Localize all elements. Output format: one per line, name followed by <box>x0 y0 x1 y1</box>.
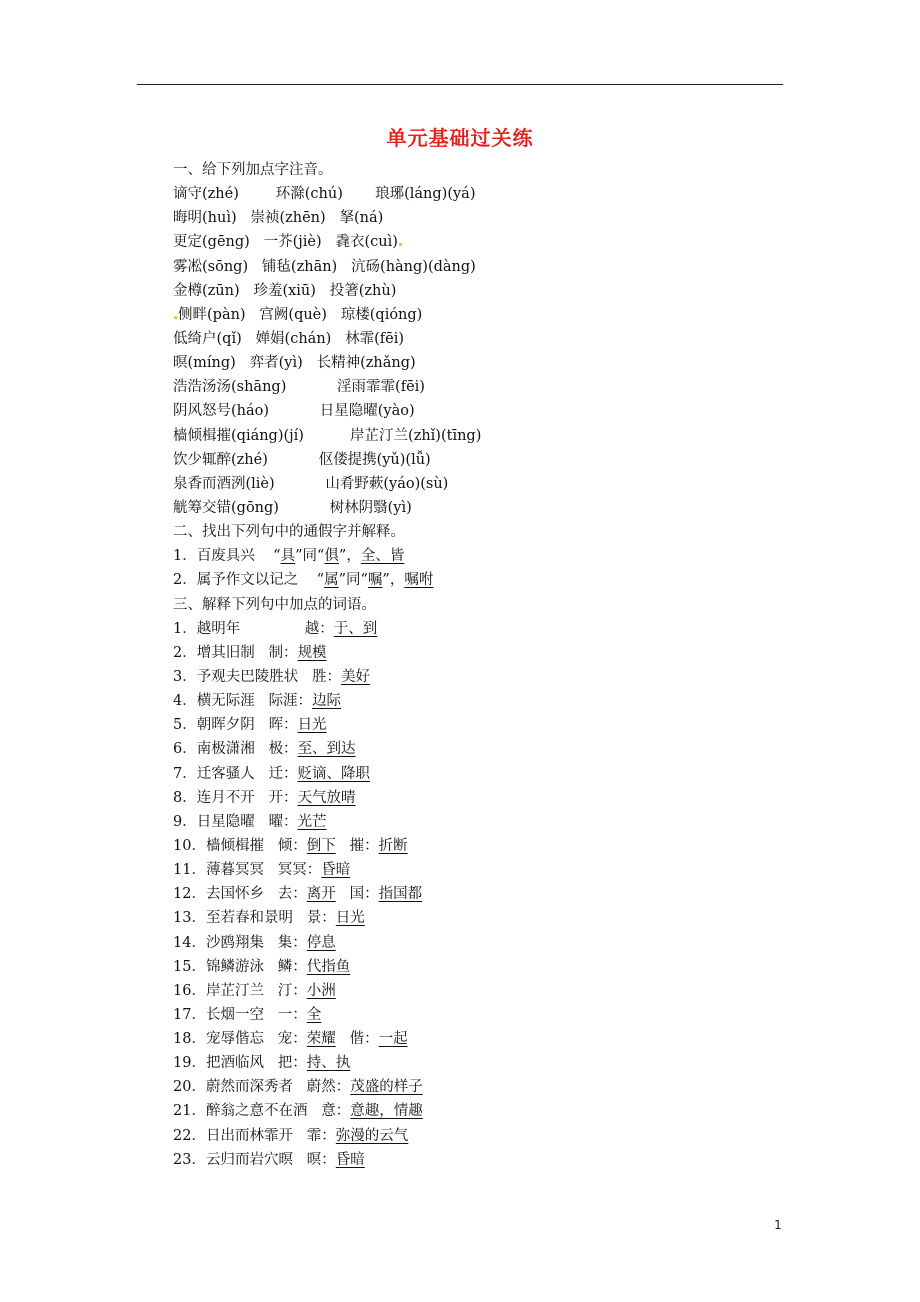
item-phrase: 日出而林霏开 <box>205 1127 293 1144</box>
section1-list <box>173 182 793 520</box>
pinyin-line: 雾凇(sōng) 铺毡(zhān) 沆砀(hàng)(dàng) <box>173 258 476 275</box>
item-number: 14． <box>173 934 206 951</box>
answer: 代指鱼 <box>306 958 351 975</box>
item-phrase: 去国怀乡 <box>205 886 264 903</box>
explain-item <box>173 713 793 737</box>
item-phrase: 连月不开 <box>196 789 255 806</box>
pinyin-line: 饮少辄醉(zhé) 伛偻提携(yǔ)(lǚ) <box>173 451 431 468</box>
explain-item <box>173 810 793 834</box>
answer: 小洲 <box>306 982 336 999</box>
answer: 持、执 <box>306 1055 351 1072</box>
explain-item <box>173 834 793 858</box>
close-quote: ”， <box>338 548 361 565</box>
answer: 日光 <box>335 910 365 927</box>
item-gap <box>255 814 269 830</box>
answer: 折断 <box>378 837 408 854</box>
item-gap <box>293 910 307 926</box>
target-word: 开： <box>268 789 298 806</box>
item-number: 11． <box>173 862 206 879</box>
target-word: 迁： <box>268 765 298 782</box>
section2-list <box>173 544 793 592</box>
item-phrase: 百废具兴 <box>196 548 255 565</box>
target-word: 曜： <box>268 813 298 830</box>
item-number: 17． <box>173 1006 206 1023</box>
item-gap <box>240 621 305 637</box>
item-phrase: 横无际涯 <box>196 693 255 710</box>
answer: 茂盛的样子 <box>350 1079 423 1096</box>
answer: 弥漫的云气 <box>335 1127 409 1144</box>
standard-char: 俱 <box>324 548 339 565</box>
explain-item <box>173 786 793 810</box>
pinyin-line: 暝(míng) 弈者(yì) 长精神(zhǎng) <box>173 355 416 372</box>
item-phrase: 蔚然而深秀者 <box>205 1079 293 1096</box>
item-number: 2． <box>173 644 197 661</box>
answer: 倒下 <box>306 837 336 854</box>
target-word: 偕： <box>349 1031 379 1048</box>
target-word: 制： <box>268 644 298 661</box>
item-gap <box>255 790 269 806</box>
item-phrase: 沙鸥翔集 <box>205 934 264 951</box>
item-gap <box>293 1128 307 1144</box>
tongjia-item <box>173 544 793 568</box>
item-gap <box>264 1055 278 1071</box>
item-number: 13． <box>173 910 206 927</box>
item-number: 1． <box>173 548 197 565</box>
item-gap <box>307 1103 321 1119</box>
explain-item <box>173 617 793 641</box>
explain-item <box>173 762 793 786</box>
pinyin-line: 浩浩汤汤(shāng) 淫雨霏霏(fēi) <box>173 379 425 396</box>
target-word: 意： <box>321 1103 351 1120</box>
target-word: 去： <box>277 886 307 903</box>
target-word: 蔚然： <box>306 1079 351 1096</box>
answer: 日光 <box>297 717 327 734</box>
answer: 荣耀 <box>306 1031 336 1048</box>
answer: 昏暗 <box>335 1151 365 1168</box>
answer: 于、到 <box>333 620 378 637</box>
item-gap <box>255 693 269 709</box>
answer: 光芒 <box>297 813 327 830</box>
explain-item <box>173 737 793 761</box>
pinyin-line: 晦明(huì) 崇祯(zhēn) 拏(ná) <box>173 210 384 227</box>
item-number: 15． <box>173 958 206 975</box>
target-word: 冥冥： <box>277 862 322 879</box>
pinyin-line: 更定(gēng) 一芥(jiè) 毳衣(cuì) <box>173 230 793 254</box>
item-number: 2． <box>173 572 197 589</box>
item-gap <box>255 766 269 782</box>
variant-char: 属 <box>324 572 339 589</box>
answer: 边际 <box>312 693 342 710</box>
item-number: 4． <box>173 693 197 710</box>
item-phrase: 越明年 <box>196 620 241 637</box>
item-phrase: 增其旧制 <box>196 644 255 661</box>
item-gap <box>293 1152 307 1168</box>
item-gap <box>264 838 278 854</box>
explain-item <box>173 1003 793 1027</box>
pinyin-line: 觥筹交错(gōng) 树林阴翳(yì) <box>173 499 412 516</box>
page-number: 1 <box>774 1218 782 1232</box>
item-number: 18． <box>173 1031 206 1048</box>
explain-item <box>173 665 793 689</box>
explain-item <box>173 1051 793 1075</box>
pinyin-line: 谪守(zhé) 环滁(chú) 琅琊(láng)(yá) <box>173 186 476 203</box>
item-phrase: 云归而岩穴暝 <box>205 1151 293 1168</box>
item-number: 8． <box>173 789 197 806</box>
scan-mark <box>399 243 402 246</box>
item-gap <box>264 1007 278 1023</box>
item-phrase: 薄暮冥冥 <box>205 862 264 879</box>
item-number: 6． <box>173 741 197 758</box>
section3-heading: 三、解释下列句中加点的词语。 <box>173 596 376 613</box>
open-quote: “ <box>316 572 325 589</box>
answer: 指国都 <box>378 886 423 903</box>
item-phrase: 至若春和景明 <box>205 910 293 927</box>
target-word: 倾： <box>277 837 307 854</box>
explain-item <box>173 882 793 906</box>
explain-item <box>173 1099 793 1123</box>
tongjia-item <box>173 568 793 592</box>
item-phrase: 锦鳞游泳 <box>205 958 264 975</box>
item-phrase: 南极潇湘 <box>196 741 255 758</box>
target-word: 霏： <box>306 1127 336 1144</box>
variant-char: 具 <box>280 548 296 565</box>
standard-char: 嘱 <box>367 572 383 589</box>
item-gap <box>264 959 278 975</box>
target-word: 把： <box>277 1055 307 1072</box>
item-phrase: 岸芷汀兰 <box>205 982 264 999</box>
target-word: 摧： <box>349 837 379 854</box>
explain-item <box>173 906 793 930</box>
item-phrase: 予观夫巴陵胜状 <box>196 668 299 685</box>
item-phrase: 属予作文以记之 <box>196 572 299 589</box>
item-number: 20． <box>173 1079 206 1096</box>
answer: 停息 <box>306 934 336 951</box>
close-quote: ”， <box>382 572 405 589</box>
pinyin-line: 樯倾楫摧(qiáng)(jí) 岸芷汀兰(zhǐ)(tīng) <box>173 427 482 444</box>
answer: 意趣，情趣 <box>350 1103 423 1120</box>
section3-list <box>173 617 793 1172</box>
pinyin-line: 金樽(zūn) 珍羞(xiū) 投箸(zhù) <box>173 282 397 299</box>
item-number: 1． <box>173 620 197 637</box>
explain-item <box>173 858 793 882</box>
pinyin-line: 阴风怒号(háo) 日星隐曜(yào) <box>173 403 415 420</box>
scan-mark <box>174 316 177 319</box>
page-title: 单元基础过关练 <box>386 126 534 150</box>
explain-item <box>173 641 793 665</box>
item-number: 3． <box>173 668 197 685</box>
item-phrase: 宠辱偕忘 <box>205 1031 264 1048</box>
pinyin-line: 低绮户(qǐ) 婵娟(chán) 林霏(fēi) <box>173 330 405 347</box>
item-number: 19． <box>173 1055 206 1072</box>
worksheet-body <box>173 158 793 1172</box>
pinyin-line: 侧畔(pàn) 宫阙(què) 琼楼(qióng) <box>173 303 793 327</box>
target-word: 汀： <box>277 982 307 999</box>
target-word: 越： <box>304 620 334 637</box>
item-phrase: 樯倾楫摧 <box>205 837 264 854</box>
target-word: 一： <box>277 1006 307 1023</box>
explain-item <box>173 955 793 979</box>
target-word: 胜： <box>312 668 342 685</box>
item-phrase: 日星隐曜 <box>196 813 255 830</box>
answer: 美好 <box>341 668 371 685</box>
item-gap <box>298 669 312 685</box>
item-number: 23． <box>173 1151 206 1168</box>
item-number: 22． <box>173 1127 206 1144</box>
header-rule <box>137 84 783 85</box>
item-number: 9． <box>173 813 197 830</box>
same-as-text: ”同“ <box>295 548 325 565</box>
answer: 全 <box>306 1006 322 1023</box>
item-gap <box>264 935 278 951</box>
item-gap <box>264 983 278 999</box>
item-number: 5． <box>173 717 197 734</box>
pinyin-line: 泉香而酒洌(liè) 山肴野蔌(yáo)(sù) <box>173 475 449 492</box>
explain-item <box>173 1075 793 1099</box>
explain-item <box>173 689 793 713</box>
item-number: 12． <box>173 886 206 903</box>
item-phrase: 把酒临风 <box>205 1055 264 1072</box>
answer: 全、皆 <box>360 548 405 565</box>
target-word: 景： <box>306 910 336 927</box>
answer: 规模 <box>297 644 327 661</box>
explain-item <box>173 931 793 955</box>
target-word: 鳞： <box>277 958 307 975</box>
item-number: 7． <box>173 765 197 782</box>
item-number: 10． <box>173 837 206 854</box>
target-word: 极： <box>268 741 298 758</box>
answer: 至、到达 <box>297 741 356 758</box>
answer: 贬谪、降职 <box>297 765 371 782</box>
item-gap <box>293 1079 307 1095</box>
item-gap <box>264 886 278 902</box>
item-gap <box>255 645 269 661</box>
answer: 离开 <box>306 886 336 903</box>
item-gap <box>264 1031 278 1047</box>
answer: 嘱咐 <box>404 572 434 589</box>
section1-heading: 一、给下列加点字注音。 <box>173 162 333 178</box>
item-number: 16． <box>173 982 206 999</box>
item-phrase: 醉翁之意不在酒 <box>205 1103 308 1120</box>
item-phrase: 朝晖夕阴 <box>196 717 255 734</box>
item-phrase: 迁客骚人 <box>196 765 255 782</box>
answer: 昏暗 <box>321 862 351 879</box>
explain-item <box>173 1124 793 1148</box>
explain-item <box>173 1148 793 1172</box>
target-word: 际涯： <box>268 693 313 710</box>
target-word: 晖： <box>268 717 298 734</box>
open-quote: “ <box>273 548 281 565</box>
section2-heading: 二、找出下列句中的通假字并解释。 <box>173 524 405 541</box>
answer: 一起 <box>378 1031 408 1048</box>
item-phrase: 长烟一空 <box>205 1006 264 1023</box>
target-word: 集： <box>277 934 307 951</box>
answer: 天气放晴 <box>297 789 356 806</box>
item-gap <box>264 862 278 878</box>
item-gap <box>255 741 269 757</box>
target-word: 宠： <box>277 1031 307 1048</box>
item-number: 21． <box>173 1103 206 1120</box>
target-word: 暝： <box>306 1151 336 1168</box>
same-as-text: ”同“ <box>338 572 368 589</box>
target-word: 国： <box>349 886 379 903</box>
explain-item <box>173 1027 793 1051</box>
item-gap <box>255 717 269 733</box>
explain-item <box>173 979 793 1003</box>
